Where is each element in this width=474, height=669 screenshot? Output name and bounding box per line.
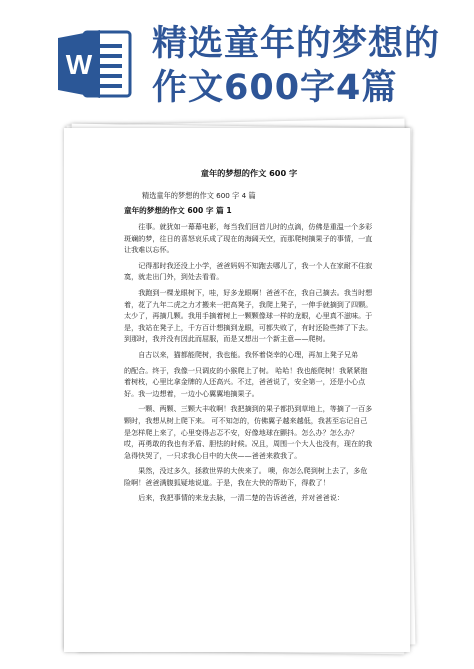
document-subtitle: 精选童年的梦想的作文 600 字 4 篇 — [142, 191, 256, 200]
paper-sheet-front — [64, 128, 410, 652]
document-body — [124, 168, 374, 508]
page-title: 精选童年的梦想的作文600字4篇 — [152, 24, 441, 108]
paragraph: 后来，我把事情的来龙去脉，一清二楚的告诉爸爸，并对爸爸说： — [138, 493, 344, 503]
paragraph: 我跑到一棵龙眼树下，哇，好多龙眼啊！爸爸不在，我自己摘去。我当时想着，花了九年二虎之力才搬来一把高凳子，我爬上凳子，一伸手就摘到了四颗。太少了，再摘几颗。我用手摘着树上一颗颗像球一样的龙眼，心里真不滋味。于是，我站在凳子上，千方百计想摘到龙眼，可都失败了，有时还险些摔了下去。到那时，我并没有因此而屈服，而是又想出一个新主意——爬树。 — [124, 287, 373, 344]
section-heading: 童年的梦想的作文 600 字 篇 1 — [124, 206, 232, 215]
paragraph: 的配合。终于，我像一只调皮的小猴爬上了树。 哈哈！我也能爬树！我紧紧抱着树枝，心里比拿金牌的人还高兴。不过，爸爸说了，安全第一，还是小心点好。我一边想着，一边小心翼翼地摘果子。 — [124, 365, 368, 398]
paragraph: 往事。就犹如一幕幕电影，每当我们回首儿时的点滴，仿佛是重温一个多彩斑斓的梦，往日的喜怒哀乐成了现在的海阔天空，而那爬树摘果子的事情，一直让我难以忘怀。 — [124, 222, 373, 255]
banner — [0, 0, 474, 118]
word-doc-icon — [58, 28, 132, 100]
paragraph: 自古以来，猫都能爬树，我也能。我怀着侥幸的心理，再加上凳子兄弟 — [138, 349, 359, 359]
document-title: 童年的梦想的作文 600 字 — [200, 168, 298, 178]
svg-text:W: W — [65, 49, 93, 80]
paper-stack — [64, 122, 414, 652]
paragraph: 记得那时我还没上小学，爸爸妈妈不知跑去哪儿了，我一个人在家耐不住寂寞，就走出门外，到处去看看。 — [124, 260, 373, 282]
paragraph: 一颗、两颗、三颗大丰收啊！我把摘到的果子都扔到草地上，等摘了一百多颗时，我想从树上爬下来。 可不知怎的，仿佛翼子越来越低，我甚至忘记自己是怎样爬上来了，心里变得忐忑不安，好像地球在颤抖。怎么办？怎么办？ 哎，再勇敢的我也有矛盾、胆怯的时候。况且，周围一个大人也没有，现在的我急得快哭了，一只求我心目中的大侠——爸爸来救我了。 — [124, 404, 373, 460]
paragraph: 果然，没过多久，拯救世界的大侠来了。 噢，你怎么爬到树上去了，多危险啊！爸爸满腹狐疑地说道。于是，我在大侠的帮助下，得救了！ — [124, 466, 368, 487]
